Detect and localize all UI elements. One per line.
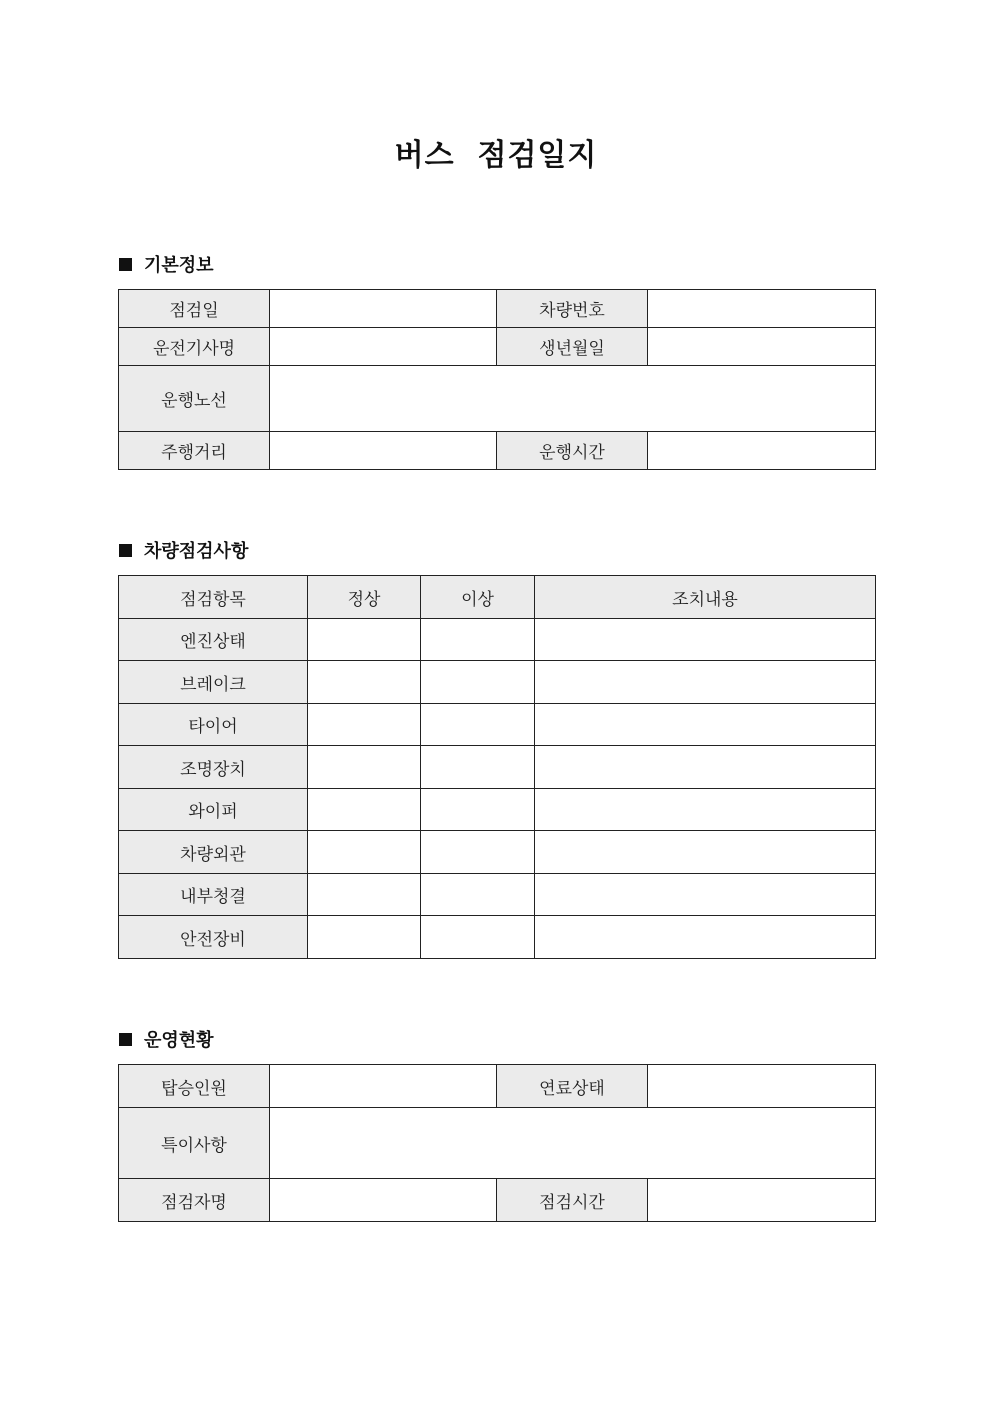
check-item-label: 조명장치: [119, 746, 308, 789]
driver-name-label: 운전기사명: [119, 328, 270, 366]
section-vehicle-check-title: 차량점검사항: [144, 541, 249, 562]
abnormal-cell[interactable]: [421, 619, 535, 661]
fuel-status-field[interactable]: [648, 1065, 876, 1108]
check-item-label: 안전장비: [119, 916, 308, 959]
operating-hours-label: 운행시간: [497, 432, 648, 470]
table-row: [119, 874, 876, 916]
check-item-label: 차량외관: [119, 831, 308, 874]
column-header-normal: 정상: [308, 576, 421, 619]
route-label: 운행노선: [119, 366, 270, 432]
column-header-abnormal: 이상: [421, 576, 535, 619]
black-square-bullet-icon: [119, 258, 132, 271]
table-row: [119, 789, 876, 831]
birth-date-field[interactable]: [648, 328, 876, 366]
operating-hours-field[interactable]: [648, 432, 876, 470]
abnormal-cell[interactable]: [421, 831, 535, 874]
remarks-field[interactable]: [270, 1108, 876, 1179]
operations-row: [119, 1065, 876, 1108]
normal-cell[interactable]: [308, 831, 421, 874]
inspector-name-label: 점검자명: [119, 1179, 270, 1222]
basic-info-row: [119, 366, 876, 432]
action-cell[interactable]: [535, 916, 876, 959]
normal-cell[interactable]: [308, 916, 421, 959]
route-field[interactable]: [270, 366, 876, 432]
normal-cell[interactable]: [308, 874, 421, 916]
inspection-date-label: 점검일: [119, 290, 270, 328]
normal-cell[interactable]: [308, 789, 421, 831]
column-header-action: 조치내용: [535, 576, 876, 619]
vehicle-check-table: [118, 575, 876, 959]
abnormal-cell[interactable]: [421, 704, 535, 746]
action-cell[interactable]: [535, 619, 876, 661]
inspection-time-label: 점검시간: [497, 1179, 648, 1222]
operations-row: [119, 1108, 876, 1179]
abnormal-cell[interactable]: [421, 661, 535, 704]
check-item-label: 내부청결: [119, 874, 308, 916]
basic-info-row: [119, 432, 876, 470]
section-operations-heading: [119, 1026, 214, 1052]
birth-date-label: 생년월일: [497, 328, 648, 366]
normal-cell[interactable]: [308, 746, 421, 789]
table-row: [119, 704, 876, 746]
section-vehicle-check-heading: [119, 537, 248, 563]
action-cell[interactable]: [535, 874, 876, 916]
black-square-bullet-icon: [119, 1033, 132, 1046]
action-cell[interactable]: [535, 661, 876, 704]
mileage-label: 주행거리: [119, 432, 270, 470]
column-header-item: 점검항목: [119, 576, 308, 619]
inspector-name-field[interactable]: [270, 1179, 497, 1222]
passengers-field[interactable]: [270, 1065, 497, 1108]
passengers-label: 탑승인원: [119, 1065, 270, 1108]
vehicle-number-label: 차량번호: [497, 290, 648, 328]
black-square-bullet-icon: [119, 544, 132, 557]
inspection-time-field[interactable]: [648, 1179, 876, 1222]
inspection-date-field[interactable]: [270, 290, 497, 328]
abnormal-cell[interactable]: [421, 789, 535, 831]
check-item-label: 타이어: [119, 704, 308, 746]
section-operations-title: 운영현황: [144, 1030, 214, 1051]
section-basic-info-title: 기본정보: [144, 255, 214, 276]
mileage-field[interactable]: [270, 432, 497, 470]
fuel-status-label: 연료상태: [497, 1065, 648, 1108]
normal-cell[interactable]: [308, 619, 421, 661]
remarks-label: 특이사항: [119, 1108, 270, 1179]
basic-info-row: [119, 290, 876, 328]
action-cell[interactable]: [535, 831, 876, 874]
abnormal-cell[interactable]: [421, 874, 535, 916]
operations-row: [119, 1179, 876, 1222]
table-row: [119, 746, 876, 789]
abnormal-cell[interactable]: [421, 916, 535, 959]
table-row: [119, 619, 876, 661]
check-item-label: 와이퍼: [119, 789, 308, 831]
action-cell[interactable]: [535, 704, 876, 746]
basic-info-row: [119, 328, 876, 366]
table-row: [119, 831, 876, 874]
check-item-label: 엔진상태: [119, 619, 308, 661]
abnormal-cell[interactable]: [421, 746, 535, 789]
normal-cell[interactable]: [308, 661, 421, 704]
table-row: [119, 661, 876, 704]
check-item-label: 브레이크: [119, 661, 308, 704]
basic-info-table: [118, 289, 876, 470]
table-row: [119, 916, 876, 959]
vehicle-number-field[interactable]: [648, 290, 876, 328]
document-title: 버스 점검일지: [394, 138, 598, 173]
action-cell[interactable]: [535, 746, 876, 789]
normal-cell[interactable]: [308, 704, 421, 746]
action-cell[interactable]: [535, 789, 876, 831]
section-basic-info-heading: [119, 251, 214, 277]
operations-table: [118, 1064, 876, 1222]
vehicle-check-header-row: [119, 576, 876, 619]
driver-name-field[interactable]: [270, 328, 497, 366]
